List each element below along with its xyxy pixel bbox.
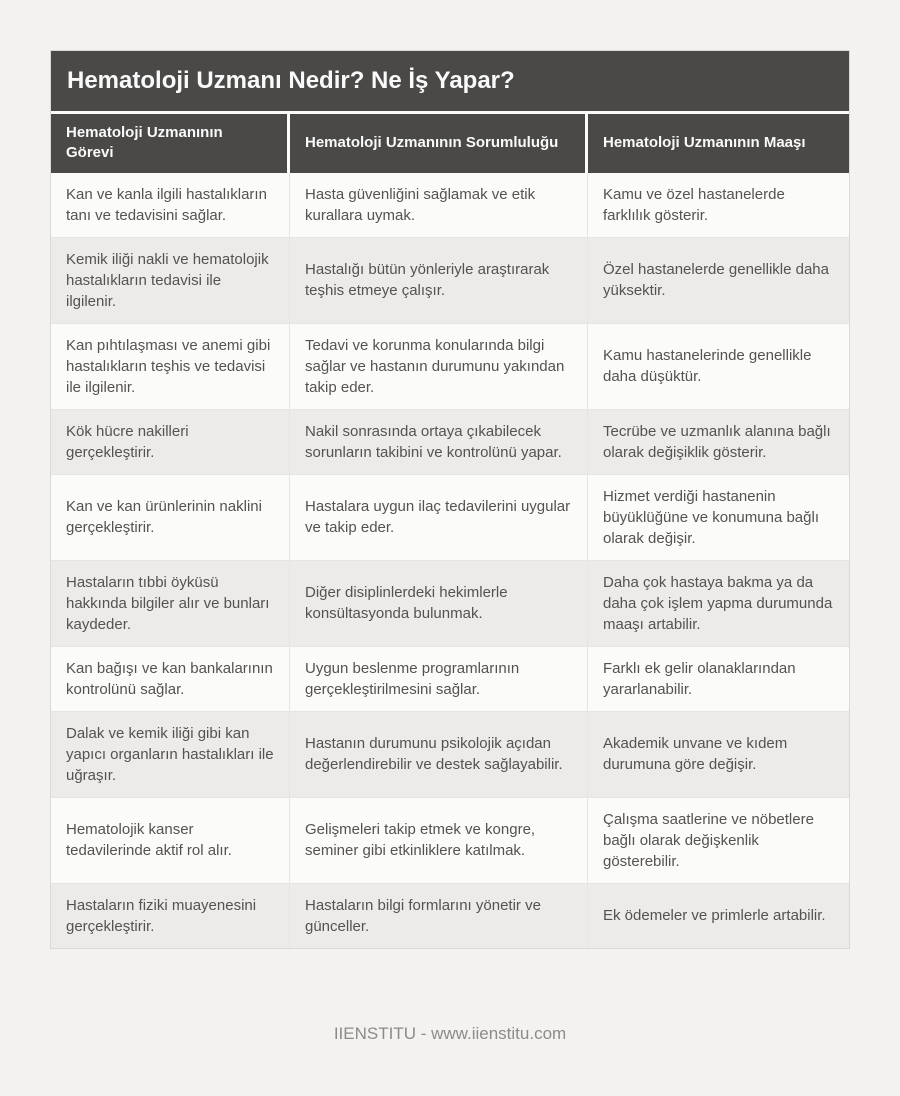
table-cell: Hastalara uygun ilaç tedavilerini uygular ve takip eder. — [289, 475, 587, 560]
column-header-sorumlulugu: Hematoloji Uzmanının Sorumluluğu — [290, 114, 585, 173]
table-cell: Hastaların bilgi formlarını yönetir ve günceller. — [289, 884, 587, 948]
table-row — [51, 711, 849, 797]
table-cell: Nakil sonrasında ortaya çıkabilecek sorunların takibini ve kontrolünü yapar. — [289, 410, 587, 474]
table-cell: Dalak ve kemik iliği gibi kan yapıcı organların hastalıkları ile uğraşır. — [66, 724, 274, 784]
table-row — [51, 409, 849, 474]
table-row — [51, 474, 849, 560]
footer-credit: IIENSTITU - www.iienstitu.com — [333, 1024, 567, 1043]
table-body — [51, 173, 849, 948]
table-cell: Kan bağışı ve kan bankalarının kontrolünü sağlar. — [66, 659, 273, 698]
table-row — [51, 797, 849, 883]
table-cell: Daha çok hastaya bakma ya da daha çok işlem yapma durumunda maaşı artabilir. — [587, 561, 849, 646]
table-row — [51, 173, 849, 237]
table-cell: Hastaların fiziki muayenesini gerçekleştirir. — [66, 896, 257, 935]
job-info-table-card — [50, 50, 850, 949]
table-cell: Hastanın durumunu psikolojik açıdan değerlendirebilir ve destek sağlayabilir. — [289, 712, 587, 797]
table-cell: Tecrübe ve uzmanlık alanına bağlı olarak değişiklik gösterir. — [587, 410, 849, 474]
table-cell: Kan pıhtılaşması ve anemi gibi hastalıkların teşhis ve tedavisi ile ilgilenir. — [66, 336, 271, 396]
table-row — [51, 560, 849, 646]
table-cell: Ek ödemeler ve primlerle artabilir. — [587, 884, 849, 948]
table-cell: Uygun beslenme programlarının gerçekleştirilmesini sağlar. — [289, 647, 587, 711]
table-cell: Kamu hastanelerinde genellikle daha düşüktür. — [587, 324, 849, 409]
table-header-row — [51, 114, 849, 173]
table-cell: Hematolojik kanser tedavilerinde aktif rol alır. — [66, 821, 232, 859]
column-header-maasi: Hematoloji Uzmanının Maaşı — [588, 114, 849, 173]
table-cell: Kamu ve özel hastanelerde farklılık gösterir. — [587, 173, 849, 237]
table-cell: Gelişmeleri takip etmek ve kongre, seminer gibi etkinliklere katılmak. — [289, 798, 587, 883]
table-cell: Kemik iliği nakli ve hematolojik hastalıkların tedavisi ile ilgilenir. — [66, 250, 269, 310]
table-cell: Tedavi ve korunma konularında bilgi sağlar ve hastanın durumunu yakından takip eder. — [289, 324, 587, 409]
page-title: Hematoloji Uzmanı Nedir? Ne İş Yapar? — [51, 51, 849, 111]
table-cell: Hastalığı bütün yönleriyle araştırarak teşhis etmeye çalışır. — [289, 238, 587, 323]
table-cell: Akademik unvane ve kıdem durumuna göre değişir. — [587, 712, 849, 797]
table-cell: Özel hastanelerde genellikle daha yüksektir. — [587, 238, 849, 323]
table-row — [51, 323, 849, 409]
table-cell: Farklı ek gelir olanaklarından yararlanabilir. — [587, 647, 849, 711]
table-cell: Hasta güvenliğini sağlamak ve etik kurallara uymak. — [289, 173, 587, 237]
table-row — [51, 646, 849, 711]
table-cell: Diğer disiplinlerdeki hekimlerle konsültasyonda bulunmak. — [289, 561, 587, 646]
table-cell: Kök hücre nakilleri gerçekleştirir. — [66, 422, 189, 461]
table-cell: Hizmet verdiği hastanenin büyüklüğüne ve konumuna bağlı olarak değişir. — [587, 475, 849, 560]
table-row — [51, 883, 849, 948]
table-cell: Kan ve kanla ilgili hastalıkların tanı ve tedavisini sağlar. — [66, 185, 267, 224]
table-cell: Hastaların tıbbi öyküsü hakkında bilgiler alır ve bunları kaydeder. — [66, 573, 270, 633]
table-row — [51, 237, 849, 323]
table-cell: Çalışma saatlerine ve nöbetlere bağlı olarak değişkenlik gösterebilir. — [587, 798, 849, 883]
column-header-gorevi: Hematoloji Uzmanının Görevi — [51, 114, 287, 173]
table-cell: Kan ve kan ürünlerinin naklini gerçekleştirir. — [66, 498, 262, 536]
